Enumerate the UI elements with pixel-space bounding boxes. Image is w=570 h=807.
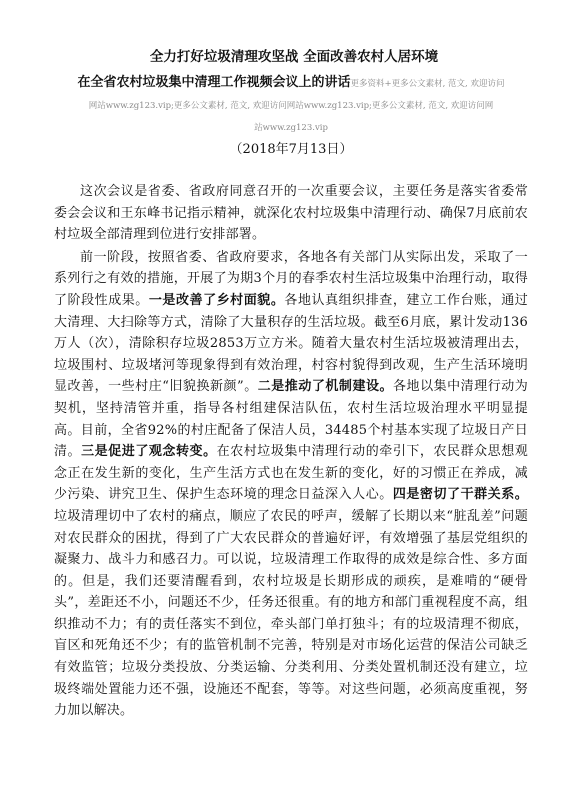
document-page xyxy=(54,46,528,722)
watermark-line-2: 站www.zg123.vip xyxy=(254,123,328,133)
document-subtitle: 在全省农村垃圾集中清理工作视频会议上的讲话 xyxy=(77,75,351,90)
point-1-text: 各地认真组织排查，建立工作台账，通过大清理、大扫除等方式，清除了大量积存的生活垃圾。截至6月底，累计发动136万人（次），清除积存垃圾2853万立方米。随着大量农村生活垃圾被清理出去，垃圾围村、垃圾堵河等现象得到有效治理，村容村貌得到改观，生产生活环境明显改善，一些村庄“旧貌换新颜”。 xyxy=(54,292,528,395)
paragraph-1: 这次会议是省委、省政府同意召开的一次重要会议，主要任务是落实省委常委会会议和王东峰书记指示精神，就深化农村垃圾集中清理行动、确保7月底前农村垃圾全部清理到位进行安排部署。 xyxy=(54,184,528,243)
point-4-text: 垃圾清理切中了农村的痛点，顺应了农民的呼声，缓解了长期以来“脏乱差”问题对农民群众的困扰，得到了广大农民群众的普遍好评，有效增强了基层党组织的凝聚力、战斗力和感召力。可以说，垃圾清理工作取得的成效是综合性、多方面的。但是，我们还要清醒看到，农村垃圾是长期形成的顽疾，是难啃的“硬骨头”，差距还不小，问题还不少，任务还很重。有的地方和部门重视程度不高，组织推动不力；有的责任落实不到位，牵头部门单打独斗；有的垃圾清理不彻底，盲区和死角还不少；有的监管机制不完善，特别是对市场化运营的保洁公司缺乏有效监管；垃圾分类投放、分类运输、分类利用、分类处置机制还没有建立，垃圾终端处置能力还不强，设施还不配套，等等。对这些问题，必须高度重视，努力加以解决。 xyxy=(54,508,528,719)
point-3-text: 在农村垃圾集中清理行动的牵引下，农民群众思想观念正在发生新的变化，生产生活方式也在发生新的变化，好的习惯正在养成，减少污染、讲究卫生、保护生态环境的理念日益深入人心。 xyxy=(54,444,528,503)
point-2-heading: 二是推动了机制建设。 xyxy=(257,379,394,395)
document-date: （2018年7月13日） xyxy=(229,142,353,157)
watermark-line-1: 网站www.zg123.vip;更多公文素材, 范文, 欢迎访问网站www.zg123.vip;更多公文素材, 范文, 欢迎访问网 xyxy=(88,101,494,111)
paragraph-2 xyxy=(54,247,528,722)
point-2-text: 各地以集中清理行动为契机，坚持清管并重，指导各村组建保洁队伍，农村生活垃圾治理水平明显提高。目前，全省92%的村庄配备了保洁人员，34485个村基本实现了垃圾日产日清。 xyxy=(54,379,528,460)
document-body xyxy=(54,181,528,722)
point-3-heading: 三是促进了观念转变。 xyxy=(81,444,217,460)
document-title: 全力打好垃圾清理攻坚战 全面改善农村人居环境 xyxy=(149,49,439,65)
paragraph-2-intro: 前一阶段，按照省委、省政府要求，各地各有关部门从实际出发，采取了一系列行之有效的措施，开展了为期3个月的春季农村生活垃圾集中治理行动，取得了阶段性成果。 xyxy=(54,249,528,308)
watermark-inline: 更多资料+更多公文素材, 范文, 欢迎访问 xyxy=(350,79,505,89)
subtitle-block xyxy=(54,72,528,95)
point-4-heading: 四是密切了干群关系。 xyxy=(392,487,528,503)
point-1-heading: 一是改善了乡村面貌。 xyxy=(148,292,285,308)
